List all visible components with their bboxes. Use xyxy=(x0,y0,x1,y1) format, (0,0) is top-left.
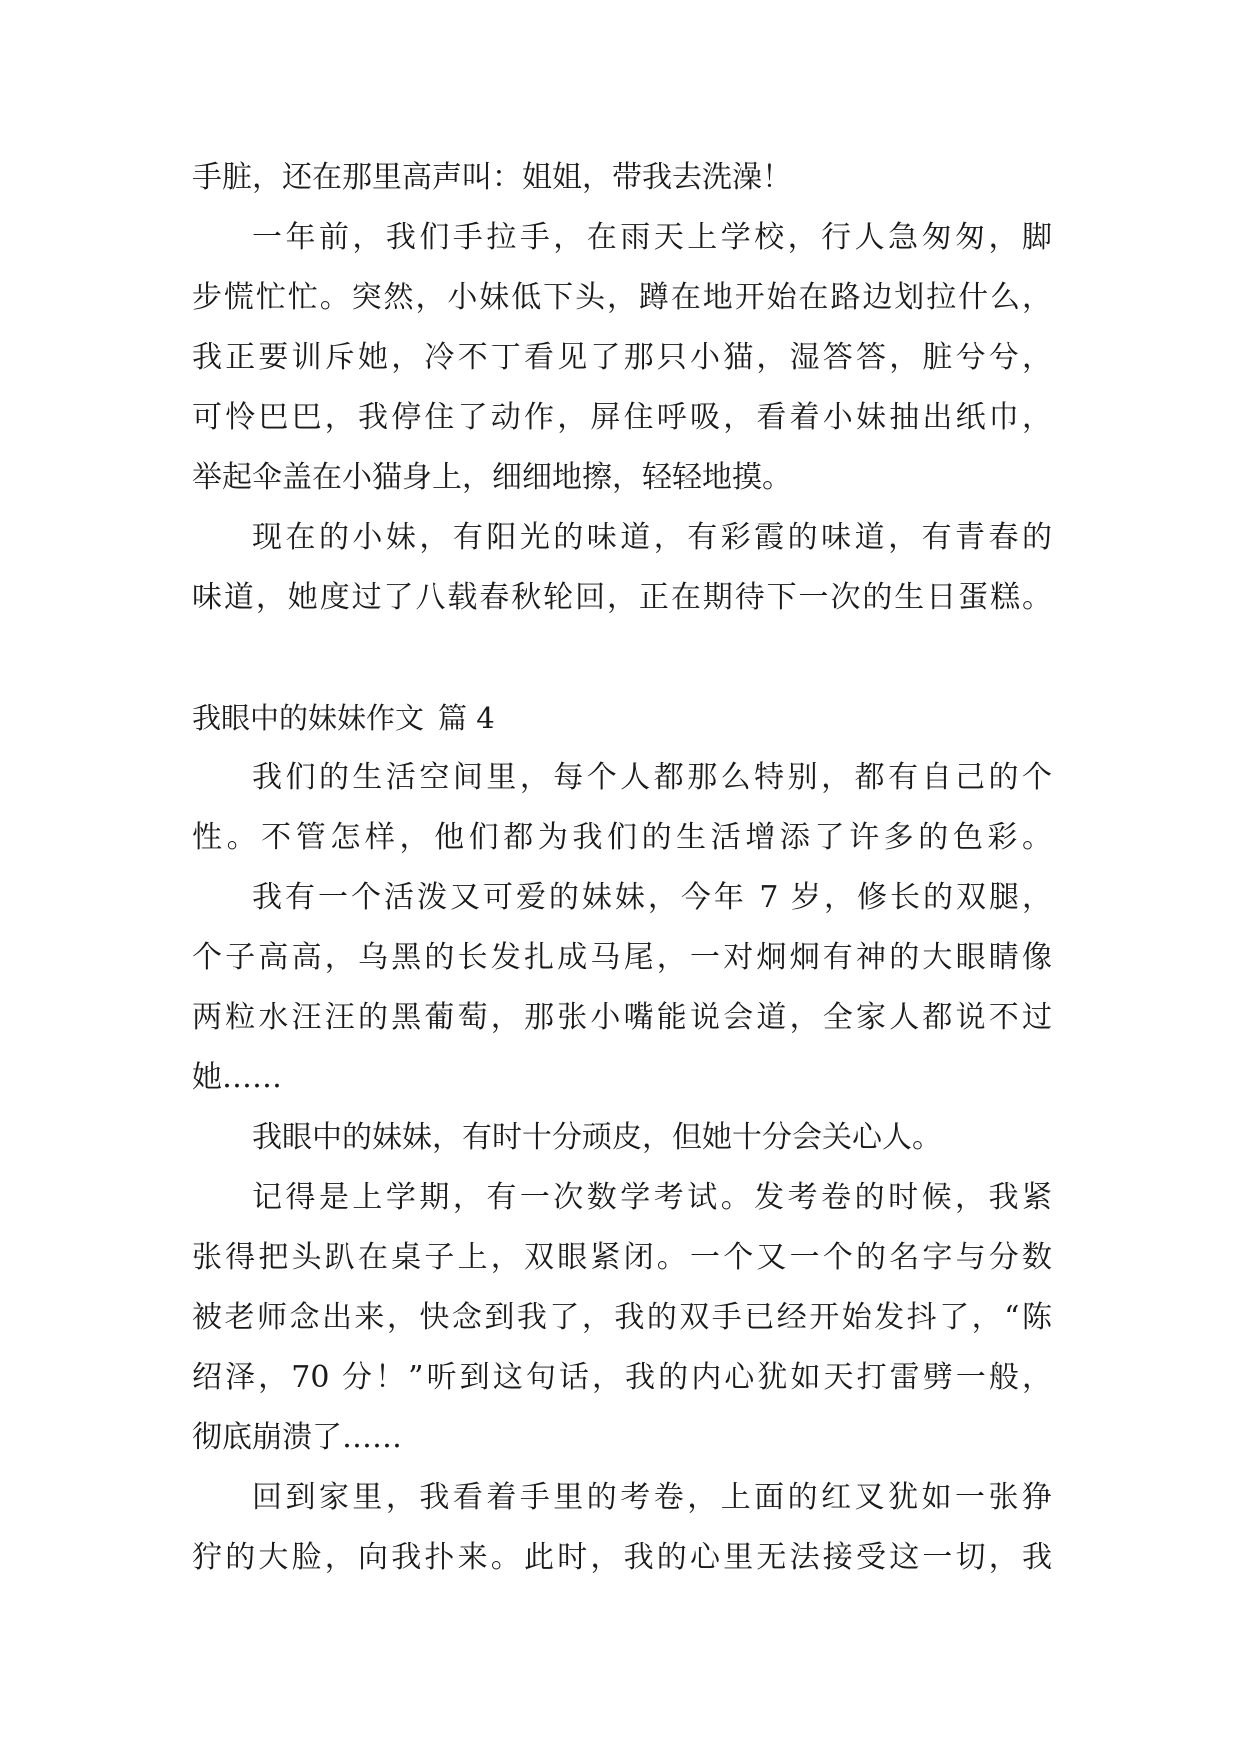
paragraph-line: 味道，她度过了八载春秋轮回，正在期待下一次的生日蛋糕。 xyxy=(192,580,1052,615)
paragraph-line: 一年前，我们手拉手，在雨天上学校，行人急匆匆，脚 xyxy=(252,220,1052,255)
paragraph-line: 步慌忙忙。突然，小妹低下头，蹲在地开始在路边划拉什么， xyxy=(192,280,1052,315)
paragraph-line: 两粒水汪汪的黑葡萄，那张小嘴能说会道，全家人都说不过 xyxy=(192,1000,1052,1035)
section-heading-title: 我眼中的妹妹作文 xyxy=(192,701,425,735)
paragraph-line: 个子高高，乌黑的长发扎成马尾，一对炯炯有神的大眼睛像 xyxy=(192,940,1052,975)
paragraph-line: 被老师念出来，快念到我了，我的双手已经开始发抖了，“陈 xyxy=(192,1300,1052,1335)
paragraph-line: 手脏，还在那里高声叫：姐姐，带我去洗澡！ xyxy=(192,160,792,195)
paragraph-line: 我们的生活空间里，每个人都那么特别，都有自己的个 xyxy=(252,760,1052,795)
paragraph-line: 我眼中的妹妹，有时十分顽皮，但她十分会关心人。 xyxy=(252,1120,942,1155)
paragraph-line: 狞的大脸，向我扑来。此时，我的心里无法接受这一切，我 xyxy=(192,1540,1052,1575)
paragraph-line: 她…… xyxy=(192,1060,282,1095)
paragraph-line: 张得把头趴在桌子上，双眼紧闭。一个又一个的名字与分数 xyxy=(192,1240,1052,1275)
paragraph-line: 现在的小妹，有阳光的味道，有彩霞的味道，有青春的 xyxy=(252,520,1052,555)
paragraph-line: 记得是上学期，有一次数学考试。发考卷的时候，我紧 xyxy=(252,1180,1052,1215)
section-heading-number: 篇 4 xyxy=(438,701,495,735)
paragraph-line: 可怜巴巴，我停住了动作，屏住呼吸，看着小妹抽出纸巾， xyxy=(192,400,1052,435)
section-heading xyxy=(192,688,1052,748)
paragraph-line: 绍泽，70 分！”听到这句话，我的内心犹如天打雷劈一般， xyxy=(192,1360,1052,1395)
paragraph-line: 性。不管怎样，他们都为我们的生活增添了许多的色彩。 xyxy=(192,820,1052,855)
paragraph-line: 回到家里，我看着手里的考卷，上面的红叉犹如一张狰 xyxy=(252,1480,1052,1515)
paragraph-line: 彻底崩溃了…… xyxy=(192,1420,402,1455)
paragraph-line: 举起伞盖在小猫身上，细细地擦，轻轻地摸。 xyxy=(192,460,792,495)
paragraph-line: 我有一个活泼又可爱的妹妹，今年 7 岁，修长的双腿， xyxy=(252,880,1052,915)
document-body xyxy=(192,148,1052,1588)
paragraph-line: 我正要训斥她，冷不丁看见了那只小猫，湿答答，脏兮兮， xyxy=(192,340,1052,375)
